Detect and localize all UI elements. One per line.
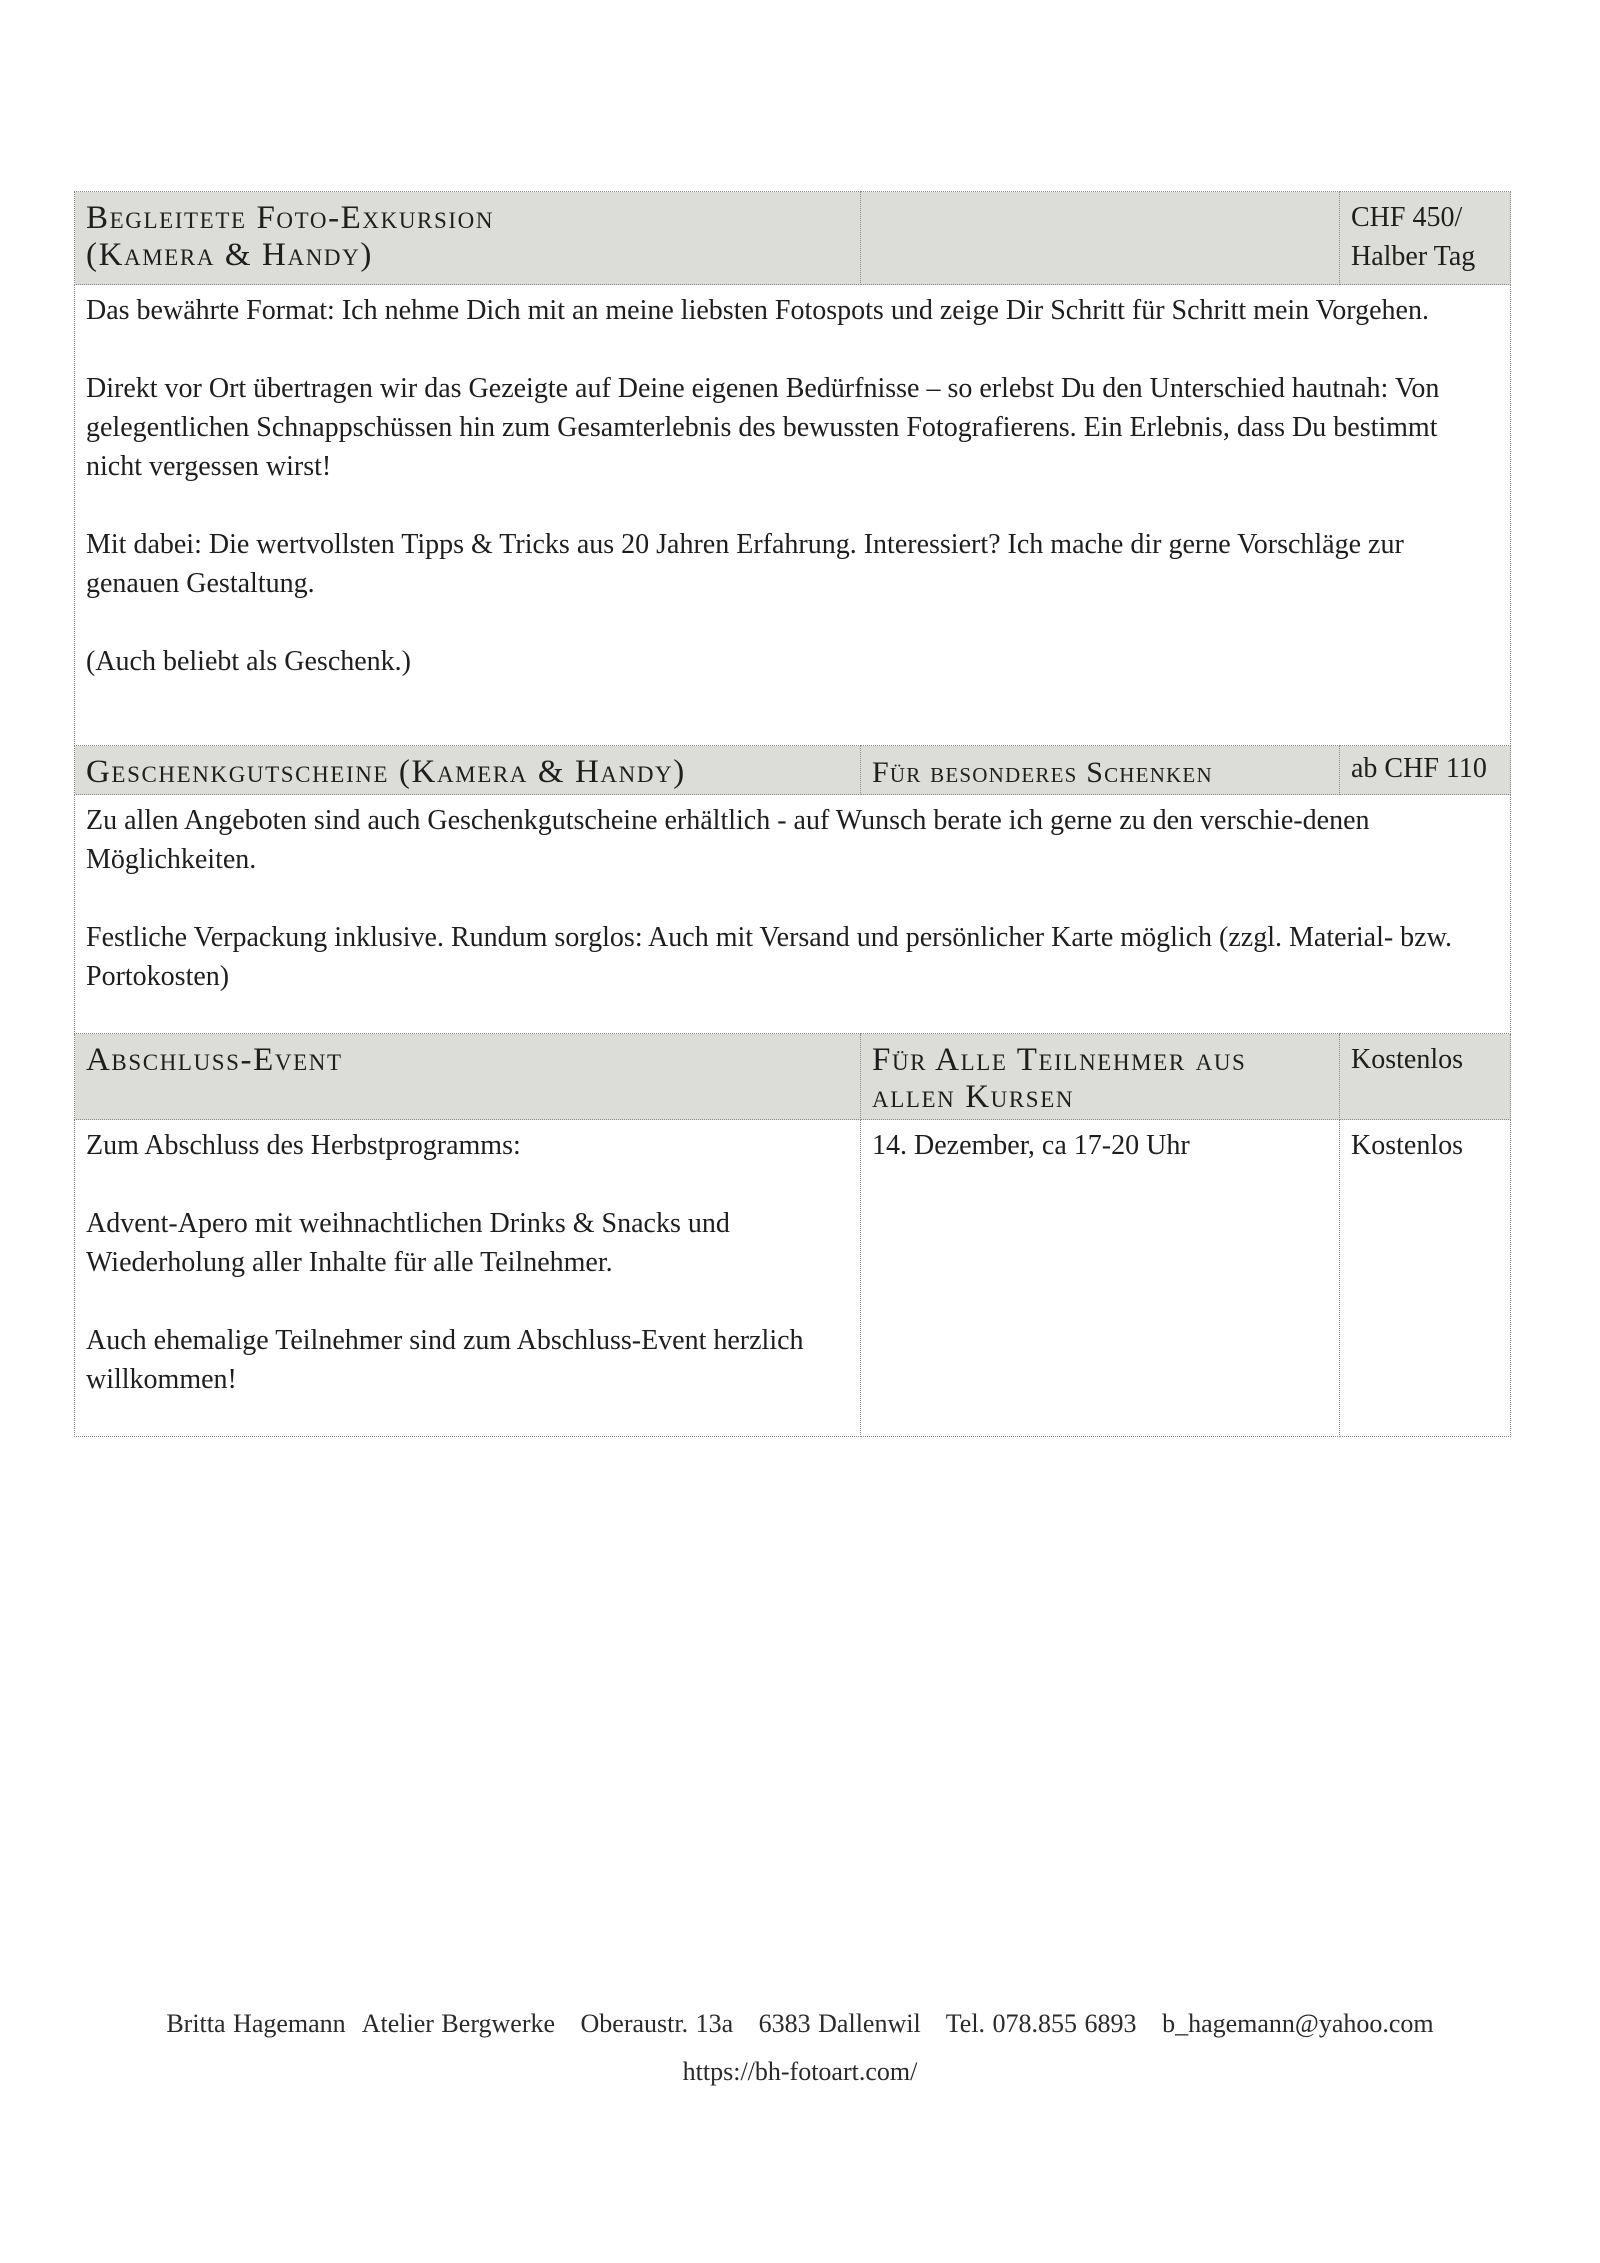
footer-studio: Atelier Bergwerke bbox=[361, 2009, 556, 2038]
paragraph: Auch ehemalige Teilnehmer sind zum Abschluss-Event herzlich willkommen! bbox=[86, 1325, 804, 1395]
section-body-gutscheine bbox=[75, 795, 1511, 1034]
section-body-abschluss bbox=[75, 1120, 1511, 1437]
price-line1: CHF 450/ bbox=[1351, 202, 1463, 233]
section-description bbox=[75, 1120, 861, 1437]
paragraph: Zu allen Angeboten sind auch Geschenkgutscheine erhältlich - auf Wunsch berate ich gerne zu den verschie-denen Möglichkeiten. bbox=[86, 805, 1370, 875]
paragraph: Mit dabei: Die wertvollsten Tipps & Tricks aus 20 Jahren Erfahrung. Interessiert? Ich mache dir gerne Vorschläge zur genauen Gestaltung. bbox=[86, 529, 1404, 599]
paragraph: Advent-Apero mit weihnachtlichen Drinks & Snacks und Wiederholung aller Inhalte für alle Teilnehmer. bbox=[86, 1208, 730, 1278]
footer-email[interactable]: b_hagemann@yahoo.com bbox=[1162, 2009, 1434, 2038]
section-title: Abschluss-Event bbox=[75, 1034, 861, 1120]
section-price bbox=[1340, 192, 1511, 285]
section-subtitle bbox=[861, 1034, 1340, 1120]
footer-website-line bbox=[0, 2057, 1600, 2087]
section-header-exkursion bbox=[75, 192, 1511, 285]
paragraph: Zum Abschluss des Herbstprogramms: bbox=[86, 1130, 521, 1161]
subtitle-line2: allen Kursen bbox=[872, 1079, 1075, 1115]
section-price: ab CHF 110 bbox=[1340, 746, 1511, 795]
footer-city: 6383 Dallenwil bbox=[758, 2009, 921, 2038]
footer-website[interactable]: https://bh-fotoart.com/ bbox=[682, 2057, 918, 2086]
footer-contact bbox=[0, 2009, 1600, 2039]
subtitle-line1: Für Alle Teilnehmer aus bbox=[872, 1042, 1247, 1078]
offer-table bbox=[74, 191, 1511, 1437]
paragraph: (Auch beliebt als Geschenk.) bbox=[86, 646, 411, 677]
event-date: 14. Dezember, ca 17-20 Uhr bbox=[861, 1120, 1340, 1437]
section-title: Geschenkgutscheine (Kamera & Handy) bbox=[75, 746, 861, 795]
paragraph: Festliche Verpackung inklusive. Rundum sorglos: Auch mit Versand und persönlicher Karte möglich (zzgl. Material- bzw. Portokosten) bbox=[86, 922, 1453, 992]
section-title bbox=[75, 192, 861, 285]
section-body-exkursion bbox=[75, 285, 1511, 746]
section-subtitle bbox=[861, 192, 1340, 285]
section-description bbox=[75, 795, 1511, 1034]
section-subtitle: Für besonderes Schenken bbox=[861, 746, 1340, 795]
footer-street: Oberaustr. 13a bbox=[580, 2009, 734, 2038]
section-title-line2: (Kamera & Handy) bbox=[86, 237, 373, 273]
section-header-abschluss bbox=[75, 1034, 1511, 1120]
paragraph: Das bewährte Format: Ich nehme Dich mit an meine liebsten Fotospots und zeige Dir Schritt für Schritt mein Vorgehen. bbox=[86, 295, 1429, 326]
footer-name: Britta Hagemann bbox=[166, 2009, 346, 2038]
footer-phone: Tel. 078.855 6893 bbox=[945, 2009, 1137, 2038]
section-description bbox=[75, 285, 1511, 746]
paragraph: Direkt vor Ort übertragen wir das Gezeigte auf Deine eigenen Bedürfnisse – so erlebst Du den Unterschied hautnah: Von gelegentlichen Schnappschüssen hin zum Gesamterlebnis des bewussten Fotografierens. Ein Erlebnis, dass Du bestimmt nicht vergessen wirst! bbox=[86, 373, 1440, 482]
event-cost: Kostenlos bbox=[1340, 1120, 1511, 1437]
section-price: Kostenlos bbox=[1340, 1034, 1511, 1120]
section-header-gutscheine bbox=[75, 746, 1511, 795]
section-title-line1: Begleitete Foto-Exkursion bbox=[86, 200, 495, 236]
price-line2: Halber Tag bbox=[1351, 241, 1476, 272]
